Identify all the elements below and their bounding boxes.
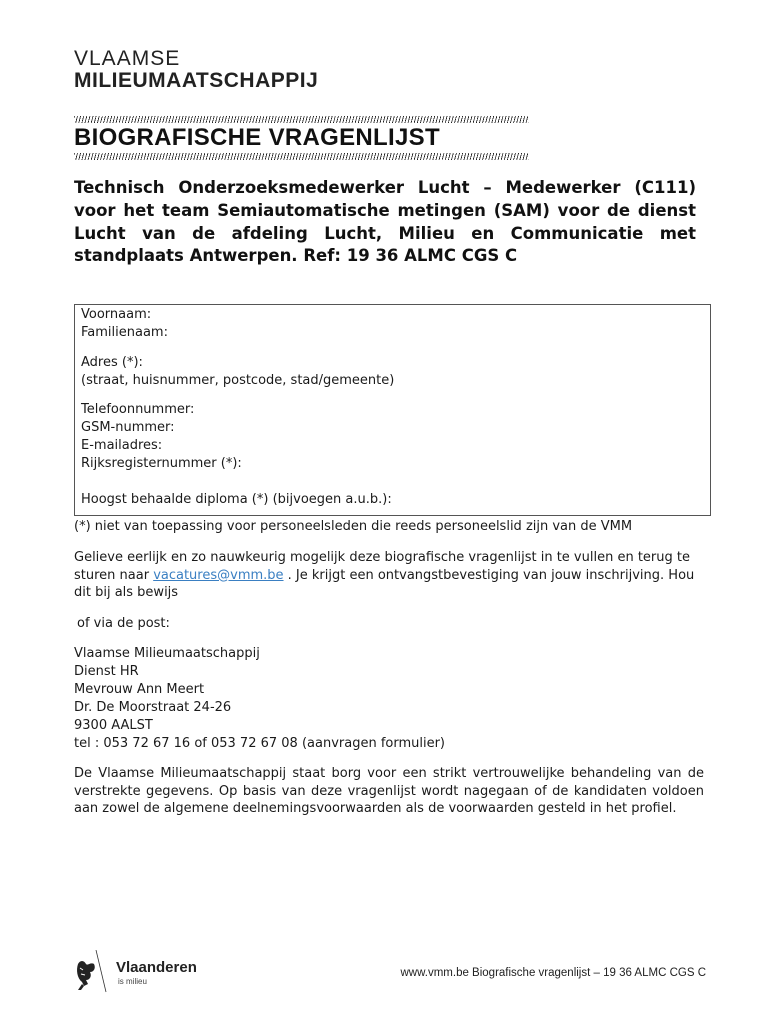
postal-line-1: Vlaamse Milieumaatschappij bbox=[74, 646, 260, 661]
organization-logo bbox=[74, 48, 318, 92]
vlaanderen-logo bbox=[72, 950, 212, 994]
org-name-line1: VLAAMSE bbox=[74, 47, 181, 70]
footnote: (*) niet van toepassing voor personeelsleden die reeds personeelslid zijn van de VMM bbox=[74, 519, 633, 534]
postal-line-2: Dienst HR bbox=[74, 664, 139, 679]
footer-text: www.vmm.be Biografische vragenlijst – 19 36 ALMC CGS C bbox=[400, 967, 706, 979]
last-name-field[interactable]: Familienaam: bbox=[81, 325, 168, 340]
footer-brand: Vlaanderen bbox=[116, 959, 197, 976]
email-field[interactable]: E-mailadres: bbox=[81, 438, 163, 453]
address-field[interactable]: Adres (*): bbox=[81, 355, 143, 370]
instructions-text-end: . Je krijgt een ontvangstbevestiging van jouw inschrijving. Hou dit bij als bewijs bbox=[74, 567, 695, 600]
email-link[interactable]: vacatures@vmm.be bbox=[153, 567, 284, 583]
national-id-field[interactable]: Rijksregisternummer (*): bbox=[81, 456, 242, 471]
postal-line-3: Mevrouw Ann Meert bbox=[74, 682, 205, 697]
postal-phone-line: tel : 053 72 67 16 of 053 72 67 08 (aanvragen formulier) bbox=[74, 736, 446, 751]
footer-tagline: is milieu bbox=[118, 977, 147, 986]
instructions-text: Gelieve eerlijk en zo nauwkeurig mogelijk deze biografische vragenlijst in te vullen en terug te sturen naar bbox=[74, 550, 690, 583]
postal-line-5: 9300 AALST bbox=[74, 718, 153, 733]
slash-divider-bottom bbox=[74, 153, 529, 160]
first-name-field[interactable]: Voornaam: bbox=[81, 307, 152, 322]
org-name-line2: MILIEUMAATSCHAPPIJ bbox=[74, 69, 319, 92]
phone-field[interactable]: Telefoonnummer: bbox=[81, 402, 195, 417]
personal-info-form bbox=[74, 304, 711, 516]
slash-divider-top bbox=[74, 116, 529, 123]
mobile-field[interactable]: GSM-nummer: bbox=[81, 420, 175, 435]
address-hint: (straat, huisnummer, postcode, stad/gemeente) bbox=[81, 373, 395, 388]
post-intro: of via de post: bbox=[77, 616, 170, 631]
document-title: BIOGRAFISCHE VRAGENLIJST bbox=[74, 124, 440, 151]
instructions-paragraph bbox=[74, 549, 704, 602]
privacy-paragraph: De Vlaamse Milieumaatschappij staat borg voor een strikt vertrouwelijke behandeling van de verstrekte gegevens. Op basis van deze vragenlijst wordt nagegaan of de kandidaten voldoen aan zowel de algemene deelnemingsvoorwaarden als de voorwaarden gesteld in het profiel. bbox=[74, 766, 704, 816]
postal-line-4: Dr. De Moorstraat 24-26 bbox=[74, 700, 232, 715]
job-title: Technisch Onderzoeksmedewerker Lucht – Medewerker (C111) voor het team Semiautomatische metingen (SAM) voor de dienst Lucht van de afdeling Lucht, Milieu en Communicatie met standplaats Antwerpen. Ref: 19 36 ALMC CGS C bbox=[74, 178, 696, 266]
diploma-field[interactable]: Hoogst behaalde diploma (*) (bijvoegen a.u.b.): bbox=[81, 492, 392, 507]
